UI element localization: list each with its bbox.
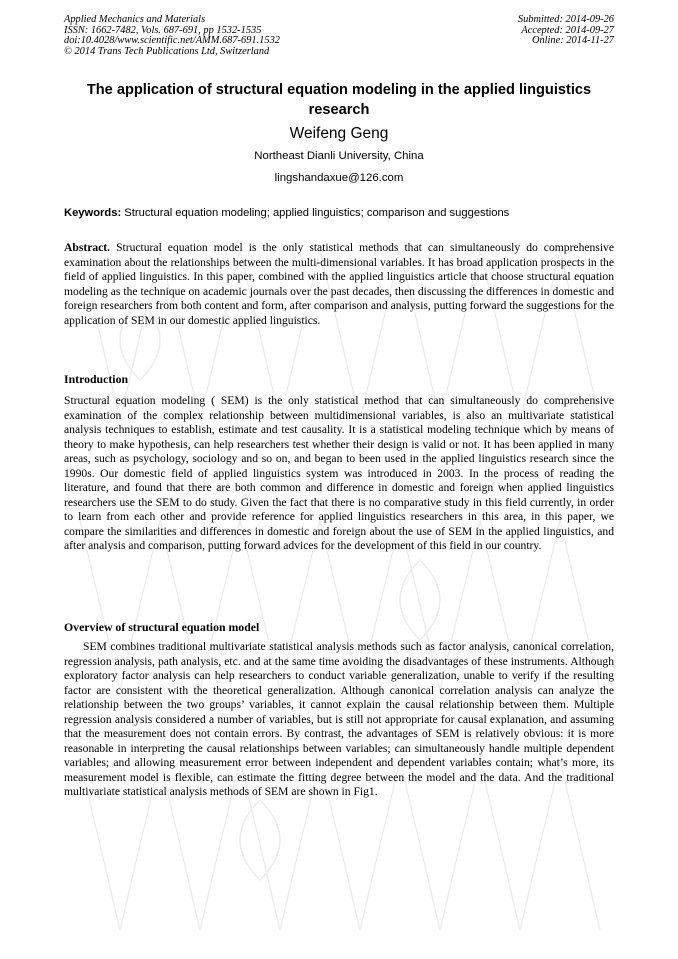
introduction-heading: Introduction	[64, 372, 129, 386]
introduction-body: Structural equation modeling ( SEM) is the only statistical method that can simultaneously do comprehensive examination of the complex relationship between multidimensional variables, is also an multivariate statistical analysis techniques to establish, estimate and test causality. It is a statistical modeling technique which by means of theory to make hypothesis, can help researchers test whether their design is valid or not. It has been applied in many areas, such as psychology, sociology and so on, and began to been used in the applied linguistics research since the 1990s. Our domestic field of applied linguistics system was introduced in 2003. In the process of reading the literature, and found that there are both common and difference in domestic and foreign when applied linguistics researchers use the SEM to do study. Given the fact that there is no comparative study in this field currently, in order to learn from each other and provide reference for applied linguistics researchers in this area, in this paper, we compare the similarities and differences in domestic and foreign about the use of SEM in the applied linguistics, and after analysis and comparison, putting forward advices for the development of this field in our country.	[64, 394, 614, 553]
journal-name: Applied Mechanics and Materials	[64, 14, 206, 25]
abstract-text: Structural equation model is the only statistical methods that can simultaneously do comprehensive examination about the relationships between the multi-dimensional variables. It has broad application prospects in the field of applied linguistics. In this paper, combined with the applied linguistics article that choose structural equation modeling as the technique on academic journals over the past decades, then discussing the differences in domestic and foreign researchers from both content and form, after comparison and analysis, putting forward the suggestions for the application of SEM in our domestic applied linguistics.	[64, 241, 614, 327]
journal-info	[64, 15, 280, 57]
author-email: lingshandaxue@126.com	[274, 172, 404, 184]
accepted-date: Accepted: 2014-09-27	[521, 24, 614, 36]
keywords	[64, 206, 624, 220]
keywords-label: Keywords:	[64, 207, 122, 219]
abstract-label: Abstract.	[64, 241, 111, 254]
journal-issn: ISSN: 1662-7482, Vols. 687-691, pp 1532-1535	[64, 24, 262, 36]
overview-body: SEM combines traditional multivariate statistical analysis methods such as factor analysis, canonical correlation, regression analysis, path analysis, etc. and at the same time avoiding the disadvantages of these instruments. Although exploratory factor analysis can help researchers to conduct variable generalization, unable to verify if the resulting factor are consistent with the theoretical generalization. Although canonical correlation analysis can analyze the relationship between the two groups’ variables, it cannot explain the causal relationship between them. Multiple regression analysis considered a number of variables, but is still not appropriate for causal explanation, and assuming that the measurement does not contain errors. By contrast, the advantages of SEM is relatively obvious: it is more reasonable in interpreting the causal relationships between variables; can simultaneously handle multiple dependent variables; and allowing measurement error between independent and dependent variables contain; what’s more, its measurement model is flexible, can estimate the fitting degree between the model and the data. And the traditional multivariate statistical analysis methods of SEM are shown in Fig1.	[64, 640, 614, 799]
overview-heading: Overview of structural equation model	[64, 620, 260, 634]
keywords-text: Structural equation modeling; applied linguistics; comparison and suggestions	[121, 207, 510, 219]
author-name: Weifeng Geng	[289, 125, 389, 142]
author-affiliation: Northeast Dianli University, China	[254, 150, 424, 162]
submitted-date: Submitted: 2014-09-26	[517, 14, 614, 25]
paper-title: The application of structural equation modeling in the applied linguistics research	[86, 82, 592, 118]
journal-copyright: © 2014 Trans Tech Publications Ltd, Switzerland	[64, 45, 270, 57]
online-date: Online: 2014-11-27	[531, 35, 614, 47]
journal-doi: doi:10.4028/www.scientific.net/AMM.687-691.1532	[64, 35, 280, 47]
submission-dates	[518, 15, 614, 47]
abstract	[64, 241, 614, 328]
